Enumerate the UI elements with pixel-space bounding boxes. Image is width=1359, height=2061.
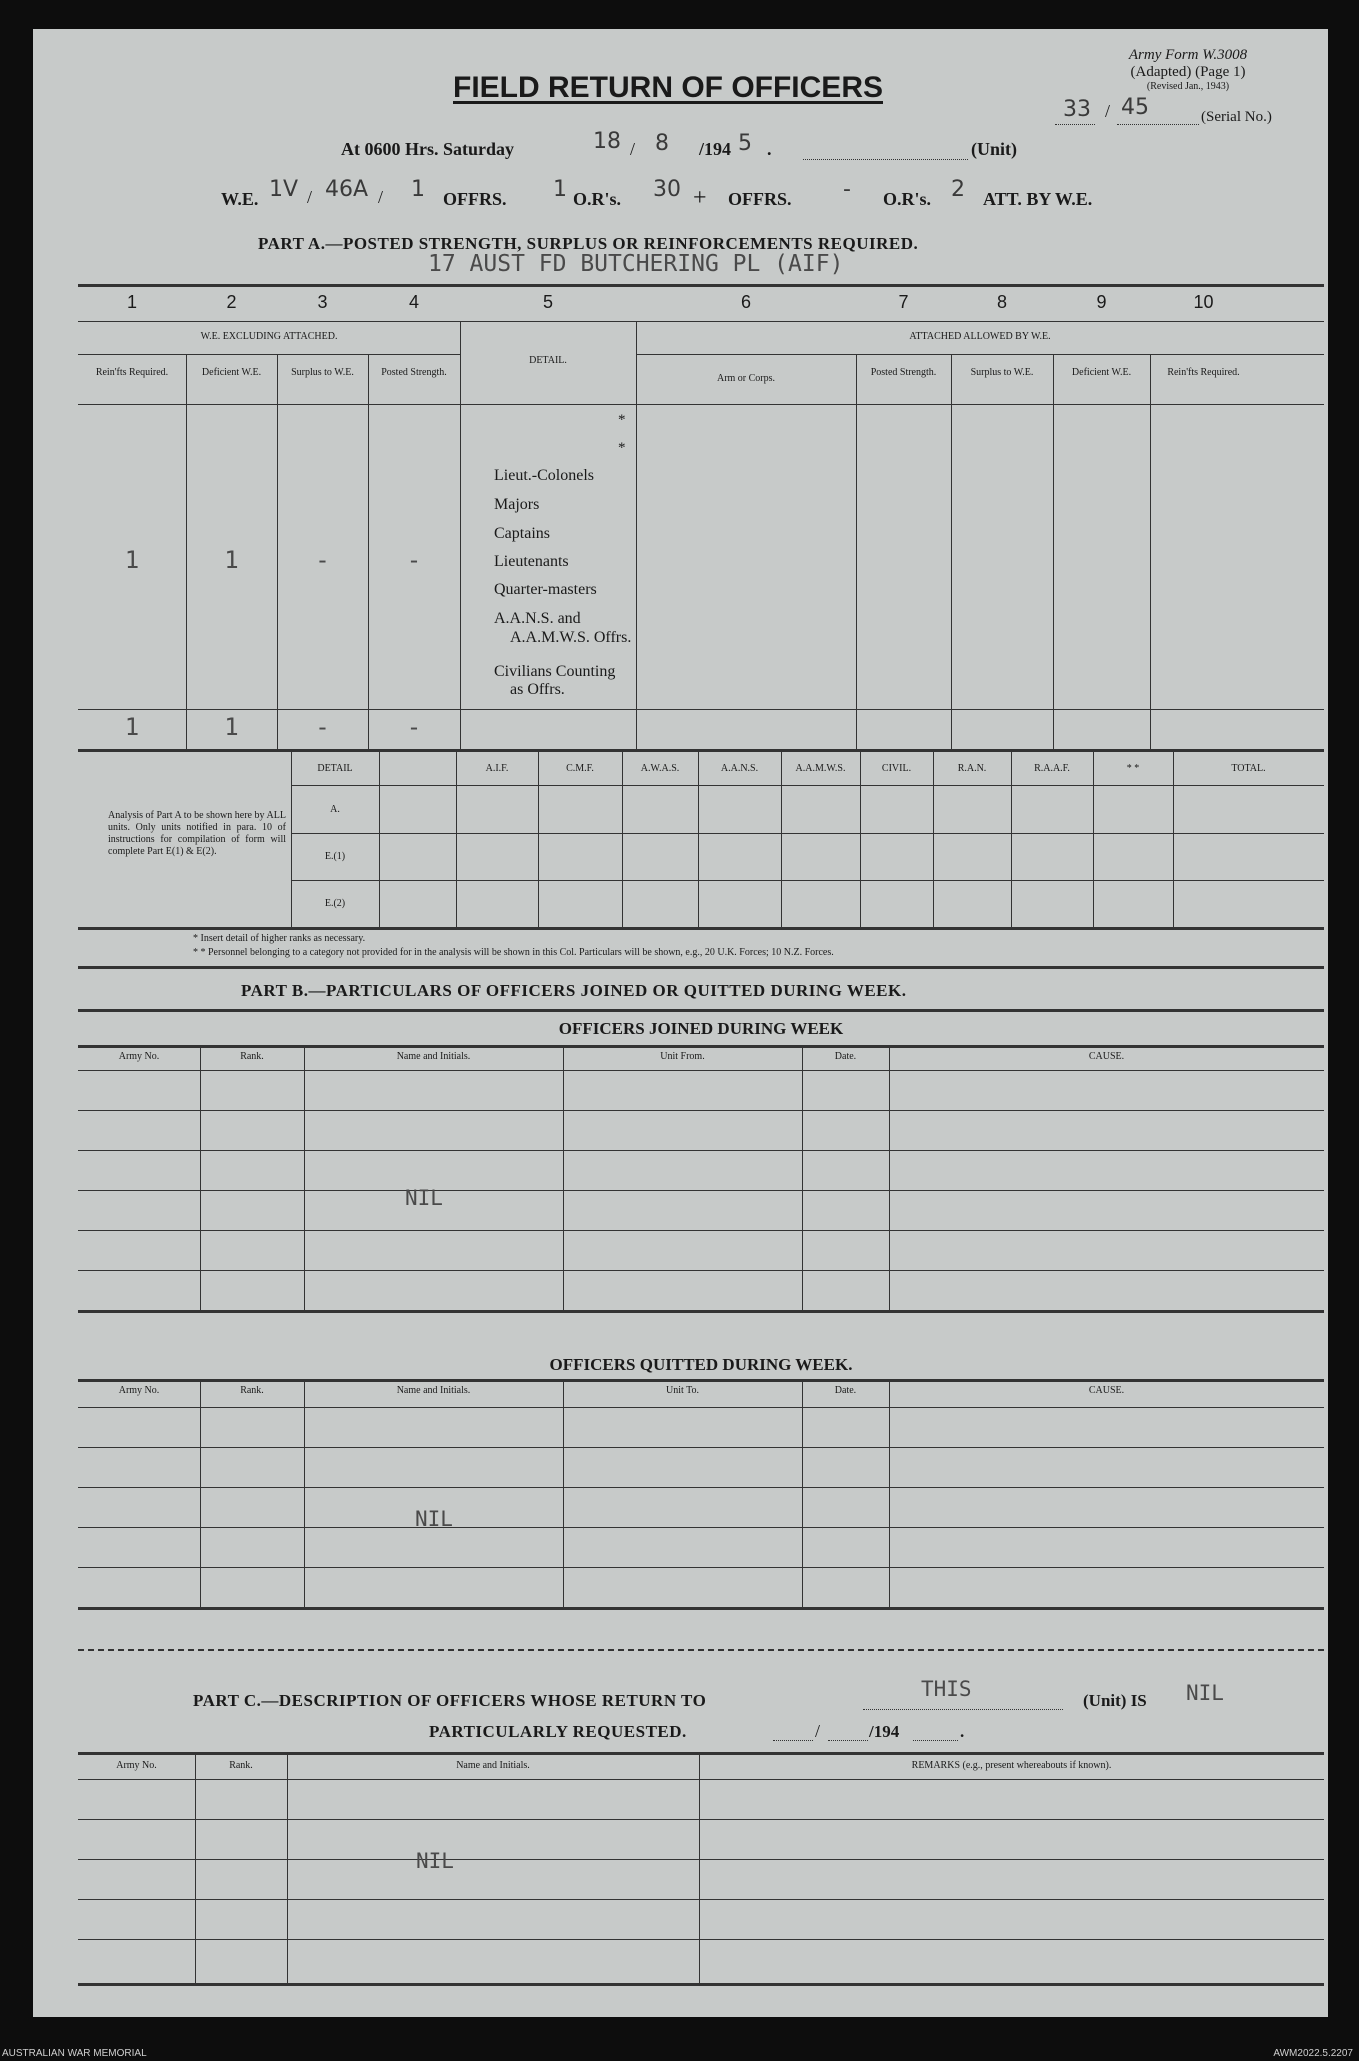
joined-header-cause: CAUSE. [1088, 1051, 1125, 1062]
joined-nil: NIL [405, 1186, 443, 1210]
header-reinforcements: Rein'fts Required. [95, 367, 169, 378]
col-number-8: 8 [996, 292, 1007, 312]
serial-b: 45 [1121, 95, 1149, 120]
date-year-digit: 5 [738, 131, 752, 156]
col-number-1: 1 [126, 292, 137, 312]
star-2: * [618, 440, 626, 456]
analysis-row-e2: E.(2) [324, 898, 346, 909]
rank-quarter-masters: Quarter-masters [494, 581, 597, 598]
header-att-deficient: Deficient W.E. [1071, 367, 1132, 378]
ors2-val: 2 [951, 177, 965, 202]
quitted-header-date: Date. [834, 1385, 857, 1396]
unit-typed: 17 AUST FD BUTCHERING PL (AIF) [428, 251, 844, 277]
ors-val: 1 [553, 177, 567, 202]
date-day: 18 [593, 129, 621, 154]
joined-header-name: Name and Initials. [396, 1051, 471, 1062]
footnote-1: * Insert detail of higher ranks as necessary. [193, 933, 366, 944]
ors-val2: 30 [653, 177, 681, 202]
part-c-header-remarks: REMARKS (e.g., present whereabouts if known). [911, 1760, 1112, 1771]
col-number-5: 5 [542, 292, 553, 312]
footer-right: AWM2022.5.2207 [1273, 2048, 1353, 2059]
form-ref-line2: (Adapted) (Page 1) [1130, 64, 1246, 80]
part-c-date-year: /194 [869, 1722, 900, 1741]
this-typed: THIS [921, 1677, 972, 1701]
col-number-7: 7 [898, 292, 909, 312]
lieut-reinforcements: 1 [124, 546, 140, 574]
part-c-header-rank: Rank. [229, 1760, 253, 1771]
page-title: FIELD RETURN OF OFFICERS [453, 71, 883, 104]
we-sep2: / [378, 187, 384, 207]
joined-header-unit-from: Unit From. [660, 1051, 705, 1062]
col-number-4: 4 [408, 292, 419, 312]
we-label: W.E. [221, 189, 259, 209]
joined-title: OFFICERS JOINED DURING WEEK [558, 1019, 844, 1038]
part-b-heading: PART B.—PARTICULARS OF OFFICERS JOINED OR QUITTED DURING WEEK. [241, 981, 907, 1000]
part-c-date-dot: . [960, 1722, 965, 1741]
serial-a: 33 [1063, 97, 1091, 122]
serial-sep: / [1105, 101, 1111, 121]
lieut-posted: - [406, 546, 422, 574]
total-deficient: 1 [224, 713, 239, 741]
quitted-nil: NIL [415, 1507, 453, 1531]
part-c-nil: NIL [416, 1849, 454, 1873]
plus-sign: + [693, 185, 707, 211]
part-c-line2: PARTICULARLY REQUESTED. [429, 1722, 687, 1741]
analysis-header-civil: CIVIL. [881, 763, 912, 774]
we-sep1: / [307, 187, 313, 207]
rank-lieut-colonels: Lieut.-Colonels [494, 467, 594, 484]
analysis-header-aans: A.A.N.S. [720, 763, 759, 774]
detail-header: DETAIL. [529, 355, 567, 366]
rank-captains: Captains [494, 525, 550, 542]
form-page [33, 29, 1328, 2017]
analysis-header-aif: A.I.F. [485, 763, 509, 774]
col-number-2: 2 [226, 292, 237, 312]
part-c-header-army-no: Army No. [116, 1760, 157, 1771]
col-number-6: 6 [740, 292, 751, 312]
quitted-header-name: Name and Initials. [396, 1385, 471, 1396]
header-posted-strength: Posted Strength. [381, 367, 447, 378]
lieut-surplus: - [315, 546, 330, 574]
rank-civilians: Civilians Counting [494, 663, 616, 680]
nil-typed: NIL [1186, 1681, 1224, 1705]
date-sep1: / [630, 139, 636, 159]
quitted-header-army-no: Army No. [118, 1385, 160, 1396]
lieut-deficient: 1 [224, 546, 239, 574]
att-label: ATT. BY W.E. [983, 189, 1093, 209]
footnote-2: * * Personnel belonging to a category not provided for in the analysis will be shown in this Col. Particulars will be shown, e.g., 20 U.K. Forces; 10 N.Z. Forces. [193, 947, 834, 958]
quitted-header-cause: CAUSE. [1088, 1385, 1125, 1396]
joined-header-army-no: Army No. [118, 1051, 160, 1062]
header-att-surplus: Surplus to W.E. [970, 367, 1034, 378]
footer-left: AUSTRALIAN WAR MEMORIAL [2, 2048, 147, 2059]
ors2-label: O.R's. [883, 189, 932, 209]
col-number-10: 10 [1193, 292, 1214, 312]
total-posted: - [406, 713, 422, 741]
analysis-header-ran: R.A.N. [957, 763, 987, 774]
part-c-header-name: Name and Initials. [456, 1760, 530, 1771]
unit-label: (Unit) [971, 139, 1017, 159]
date-month: 8 [655, 131, 669, 156]
rank-aamws: A.A.M.W.S. Offrs. [510, 629, 632, 646]
analysis-header-total: TOTAL. [1231, 763, 1266, 774]
rank-majors: Majors [494, 496, 540, 513]
joined-header-rank: Rank. [240, 1051, 264, 1062]
analysis-header-cmf: C.M.F. [566, 763, 594, 774]
part-c-heading: PART C.—DESCRIPTION OF OFFICERS WHOSE RETURN TO [193, 1691, 707, 1710]
total-surplus: - [315, 713, 330, 741]
rank-civilians-2: as Offrs. [510, 681, 565, 698]
rank-aans: A.A.N.S. and [494, 610, 581, 627]
analysis-note: Analysis of Part A to be shown here by ALL units. Only units notified in para. 10 of instructions for compilation of form will complete Part E(1) & E(2). [108, 810, 286, 857]
col-number-9: 9 [1096, 292, 1107, 312]
date-year-prefix: /194 [699, 139, 732, 159]
offrs2-label: OFFRS. [728, 189, 792, 209]
date-dot: . [767, 139, 772, 159]
offrs2-val: - [843, 177, 851, 202]
analysis-header-aamws: A.A.M.W.S. [795, 763, 846, 774]
form-ref-line1: Army Form W.3008 [1128, 47, 1248, 63]
col-number-3: 3 [317, 292, 328, 312]
header-att-posted-strength: Posted Strength. [870, 367, 937, 378]
star-1: * [618, 412, 626, 428]
analysis-header-other: * * [1126, 763, 1140, 774]
analysis-header-raaf: R.A.A.F. [1034, 763, 1070, 774]
group-left-header: W.E. EXCLUDING ATTACHED. [200, 331, 338, 342]
header-arm-or-corps: Arm or Corps. [716, 373, 776, 384]
part-c-date-sep: / [815, 1721, 821, 1741]
group-right-header: ATTACHED ALLOWED BY W.E. [909, 331, 1051, 342]
offrs-label: OFFRS. [443, 189, 507, 209]
unit-is-label: (Unit) IS [1083, 1691, 1147, 1710]
we-a: 1V [269, 177, 299, 202]
total-reinforcements: 1 [124, 713, 140, 741]
part-a-heading: PART A.—POSTED STRENGTH, SURPLUS OR REINFORCEMENTS REQUIRED. [258, 234, 919, 253]
serial-label: (Serial No.) [1201, 109, 1272, 125]
ors-label: O.R's. [573, 189, 622, 209]
quitted-header-unit-to: Unit To. [665, 1385, 699, 1396]
we-b: 46A [325, 177, 369, 202]
we-offrs-val: 1 [411, 177, 425, 202]
analysis-header-awas: A.W.A.S. [640, 763, 680, 774]
header-surplus: Surplus to W.E. [291, 367, 354, 378]
header-deficient: Deficient W.E. [201, 367, 262, 378]
quitted-title: OFFICERS QUITTED DURING WEEK. [549, 1355, 853, 1374]
header-att-reinforcements: Rein'fts Required. [1167, 367, 1240, 378]
form-ref-line3: (Revised Jan., 1943) [1146, 81, 1230, 92]
analysis-row-a: A. [330, 804, 340, 815]
at-label: At 0600 Hrs. Saturday [341, 139, 515, 159]
quitted-header-rank: Rank. [240, 1385, 264, 1396]
rank-lieutenants: Lieutenants [494, 553, 569, 570]
analysis-header-detail: DETAIL [317, 763, 353, 774]
analysis-row-e1: E.(1) [324, 851, 346, 862]
joined-header-date: Date. [834, 1051, 857, 1062]
